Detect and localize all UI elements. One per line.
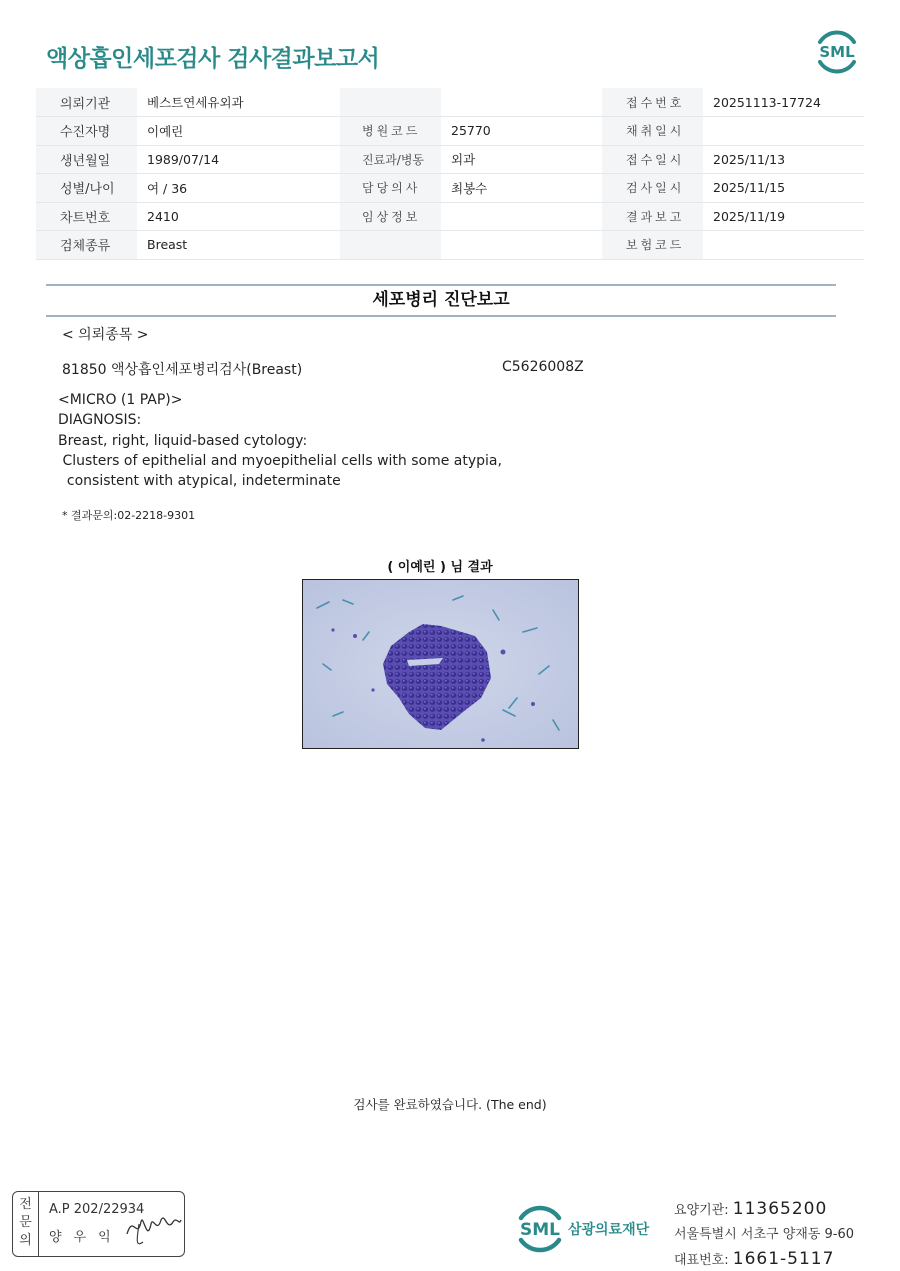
diagnosis-line: Clusters of epithelial and myoepithelial cells with some atypia, bbox=[58, 453, 502, 469]
info-label: 성별/나이 bbox=[36, 174, 137, 203]
document-title: 액상흡인세포검사 검사결과보고서 bbox=[46, 46, 380, 72]
organization-name: 삼광의료재단 bbox=[568, 1222, 650, 1238]
info-row bbox=[36, 231, 864, 260]
sml-logo bbox=[812, 28, 862, 76]
info-value: 베스트연세유외과 bbox=[137, 88, 340, 117]
info-label: 수진자명 bbox=[36, 117, 137, 146]
info-label: 진료과/병동 bbox=[340, 145, 441, 174]
patient-info-table bbox=[36, 88, 864, 260]
organization-details bbox=[674, 1197, 854, 1271]
info-row bbox=[36, 202, 864, 231]
info-value: 2410 bbox=[137, 202, 340, 231]
image-caption: ( 이예린 ) 님 결과 bbox=[387, 560, 493, 575]
info-value: 여 / 36 bbox=[137, 174, 340, 203]
info-value: 2025/11/19 bbox=[703, 202, 864, 231]
info-label: 임상정보 bbox=[340, 202, 441, 231]
diagnosis-line: Breast, right, liquid-based cytology: bbox=[58, 433, 308, 449]
info-label: 생년월일 bbox=[36, 145, 137, 174]
info-value: 외과 bbox=[441, 145, 602, 174]
info-value: Breast bbox=[137, 231, 340, 260]
info-value bbox=[441, 88, 602, 117]
info-row bbox=[36, 88, 864, 117]
institution-code: 11365200 bbox=[732, 1199, 828, 1219]
order-heading: < 의뢰종목 > bbox=[62, 327, 149, 343]
info-label bbox=[340, 88, 441, 117]
institution-code-label: 요양기관: bbox=[674, 1203, 729, 1218]
info-value bbox=[703, 117, 864, 146]
info-value bbox=[441, 231, 602, 260]
info-label: 접수번호 bbox=[602, 88, 703, 117]
info-row bbox=[36, 145, 864, 174]
info-label: 접수일시 bbox=[602, 145, 703, 174]
info-row bbox=[36, 174, 864, 203]
handwritten-signature bbox=[123, 1204, 183, 1256]
micro-label: <MICRO (1 PAP)> bbox=[58, 392, 183, 408]
cytology-micrograph bbox=[302, 579, 579, 749]
section-title: 세포병리 진단보고 bbox=[46, 284, 836, 317]
info-value: 20251113-17724 bbox=[703, 88, 864, 117]
info-label: 채취일시 bbox=[602, 117, 703, 146]
info-label: 차트번호 bbox=[36, 202, 137, 231]
phone-number: 1661-5117 bbox=[732, 1249, 835, 1269]
pathologist-signature-box bbox=[12, 1191, 185, 1257]
diagnosis-line: consistent with atypical, indeterminate bbox=[58, 473, 341, 489]
info-label: 병원코드 bbox=[340, 117, 441, 146]
diagnosis-label: DIAGNOSIS: bbox=[58, 412, 142, 428]
pathologist-license: A.P 202/22934 bbox=[49, 1202, 145, 1217]
order-code: C5626008Z bbox=[502, 359, 584, 375]
specialist-label: 전 문 의 bbox=[13, 1192, 39, 1256]
info-label bbox=[340, 231, 441, 260]
info-label: 결과보고 bbox=[602, 202, 703, 231]
info-value bbox=[441, 202, 602, 231]
order-item: 81850 액상흡인세포병리검사(Breast) bbox=[62, 362, 303, 378]
sml-footer-logo bbox=[512, 1202, 568, 1256]
pathologist-name: 양우익 bbox=[49, 1230, 123, 1245]
info-label: 담당의사 bbox=[340, 174, 441, 203]
info-value: 이예린 bbox=[137, 117, 340, 146]
info-label: 의뢰기관 bbox=[36, 88, 137, 117]
info-value: 2025/11/13 bbox=[703, 145, 864, 174]
info-label: 검체종류 bbox=[36, 231, 137, 260]
info-value bbox=[703, 231, 864, 260]
info-label: 보험코드 bbox=[602, 231, 703, 260]
footer-logo-text: SML bbox=[520, 1220, 560, 1240]
phone-label: 대표번호: bbox=[674, 1253, 729, 1268]
logo-text: SML bbox=[819, 43, 855, 61]
end-message: 검사를 완료하였습니다. (The end) bbox=[353, 1097, 547, 1112]
info-value: 1989/07/14 bbox=[137, 145, 340, 174]
info-row bbox=[36, 117, 864, 146]
contact-info: * 결과문의:02-2218-9301 bbox=[62, 509, 196, 522]
info-value: 25770 bbox=[441, 117, 602, 146]
info-value: 2025/11/15 bbox=[703, 174, 864, 203]
address: 서울특별시 서초구 양재동 9-60 bbox=[674, 1227, 855, 1242]
info-value: 최봉수 bbox=[441, 174, 602, 203]
info-label: 검사일시 bbox=[602, 174, 703, 203]
